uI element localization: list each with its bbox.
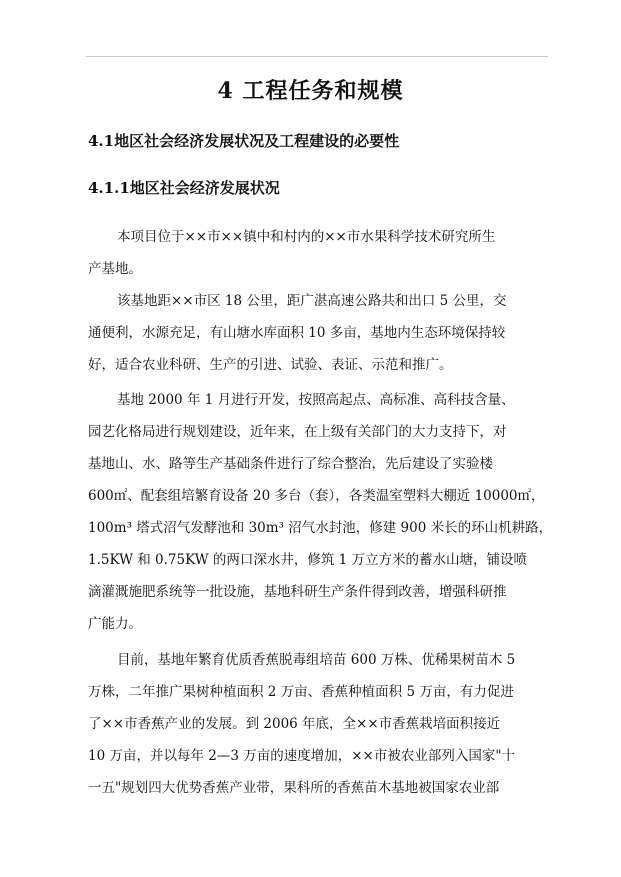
paragraph-line: 滴灌溉施肥系统等一批设施，基地科研生产条件得到改善，增强科研推 [88,584,507,600]
paragraph-line: 100m³ 塔式沼气发酵池和 30m³ 沼气水封池，修建 900 米长的环山机耕路， [88,520,553,536]
paragraph-line: 了××市香蕉产业的发展。到 2006 年底，全××市香蕉栽培面积接近 [88,716,501,732]
paragraph-line: 600㎡、配套组培繁育设备 20 多台（套），各类温室塑料大棚近 10000㎡， [88,488,545,504]
paragraph-line: 10 万亩，并以每年 2—3 万亩的速度增加，××市被农业部列入国家"十 [88,748,516,764]
paragraph-line: 该基地距××市区 18 公里，距广湛高速公路共和出口 5 公里，交 [117,293,507,309]
paragraph-line: 广能力。 [88,616,142,632]
header-rule [86,56,548,57]
paragraph-line: 本项目位于××市××镇中和村内的××市水果科学技术研究所生 [117,229,496,245]
chapter-title: 4 工程任务和规模 [217,78,404,104]
subsection-heading: 4.1.1地区社会经济发展状况 [88,179,280,197]
paragraph-line: 一五"规划四大优势香蕉产业带，果科所的香蕉苗木基地被国家农业部 [88,780,500,796]
paragraph-line: 基地 2000 年 1 月进行开发，按照高起点、高标准、高科技含量、 [117,392,515,408]
paragraph-line: 产基地。 [88,261,142,277]
section-heading: 4.1地区社会经济发展状况及工程建设的必要性 [88,132,400,150]
paragraph-line: 通便利，水源充足，有山塘水库面积 10 多亩，基地内生态环境保持较 [88,325,506,341]
paragraph-line: 1.5KW 和 0.75KW 的两口深水井，修筑 1 万立方米的蓄水山塘，铺设喷 [88,552,528,568]
paragraph-line: 万株，二年推广果树种植面积 2 万亩、香蕉种植面积 5 万亩，有力促进 [88,684,514,700]
paragraph-line: 好，适合农业科研、生产的引进、试验、表证、示范和推广。 [88,357,453,373]
paragraph-line: 基地山、水、路等生产基础条件进行了综合整治，先后建设了实验楼 [88,456,493,472]
paragraph-line: 目前，基地年繁育优质香蕉脱毒组培苗 600 万株、优稀果树苗木 5 [117,652,516,668]
paragraph-line: 园艺化格局进行规划建设，近年来，在上级有关部门的大力支持下，对 [88,424,507,440]
